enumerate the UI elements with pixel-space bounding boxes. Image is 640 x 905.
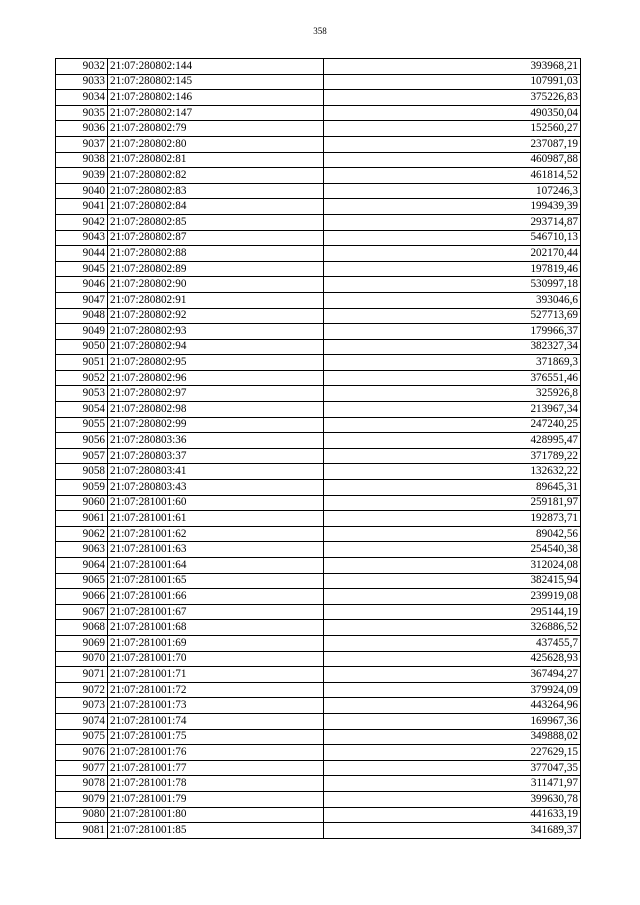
cadastral-number: 21:07:280802:81 xyxy=(108,152,324,168)
cadastral-value: 441633,19 xyxy=(324,807,581,823)
row-number: 9062 xyxy=(56,526,108,542)
table-row xyxy=(56,90,581,106)
table-row xyxy=(56,386,581,402)
table-row xyxy=(56,183,581,199)
cadastral-value: 107246,3 xyxy=(324,183,581,199)
cadastral-value: 341689,37 xyxy=(324,823,581,839)
cadastral-value: 227629,15 xyxy=(324,745,581,761)
row-number: 9039 xyxy=(56,168,108,184)
table-row xyxy=(56,136,581,152)
cadastral-value: 239919,08 xyxy=(324,589,581,605)
cadastral-number: 21:07:281001:85 xyxy=(108,823,324,839)
table-row xyxy=(56,667,581,683)
cadastral-value: 371789,22 xyxy=(324,448,581,464)
cadastral-number: 21:07:281001:60 xyxy=(108,495,324,511)
cadastral-value: 393046,6 xyxy=(324,292,581,308)
row-number: 9058 xyxy=(56,464,108,480)
row-number: 9048 xyxy=(56,308,108,324)
cadastral-number: 21:07:281001:65 xyxy=(108,573,324,589)
cadastral-number: 21:07:281001:66 xyxy=(108,589,324,605)
cadastral-value: 349888,02 xyxy=(324,729,581,745)
table-row xyxy=(56,246,581,262)
cadastral-number: 21:07:280803:43 xyxy=(108,480,324,496)
row-number: 9038 xyxy=(56,152,108,168)
table-row xyxy=(56,573,581,589)
cadastral-value: 152560,27 xyxy=(324,121,581,137)
table-row xyxy=(56,105,581,121)
cadastral-number: 21:07:280803:37 xyxy=(108,448,324,464)
page-number: 358 xyxy=(313,26,327,36)
cadastral-number: 21:07:280802:95 xyxy=(108,355,324,371)
table-row xyxy=(56,277,581,293)
table-row xyxy=(56,542,581,558)
table-row xyxy=(56,433,581,449)
table-row xyxy=(56,152,581,168)
table-row xyxy=(56,589,581,605)
table-row xyxy=(56,745,581,761)
cadastral-value: 367494,27 xyxy=(324,667,581,683)
cadastral-value: 530997,18 xyxy=(324,277,581,293)
table-row xyxy=(56,729,581,745)
cadastral-number: 21:07:280802:92 xyxy=(108,308,324,324)
table-row xyxy=(56,448,581,464)
table-row xyxy=(56,230,581,246)
cadastral-number: 21:07:280802:87 xyxy=(108,230,324,246)
table-row xyxy=(56,214,581,230)
cadastral-number: 21:07:280802:146 xyxy=(108,90,324,106)
cadastral-number: 21:07:280802:80 xyxy=(108,136,324,152)
cadastral-value: 376551,46 xyxy=(324,370,581,386)
row-number: 9066 xyxy=(56,589,108,605)
cadastral-value: 375226,83 xyxy=(324,90,581,106)
table-row xyxy=(56,292,581,308)
cadastral-number: 21:07:280802:93 xyxy=(108,324,324,340)
row-number: 9065 xyxy=(56,573,108,589)
row-number: 9080 xyxy=(56,807,108,823)
table-row xyxy=(56,776,581,792)
cadastral-value: 107991,03 xyxy=(324,74,581,90)
row-number: 9046 xyxy=(56,277,108,293)
row-number: 9056 xyxy=(56,433,108,449)
cadastral-number: 21:07:280802:89 xyxy=(108,261,324,277)
row-number: 9070 xyxy=(56,651,108,667)
cadastral-value: 377047,35 xyxy=(324,760,581,776)
table-row xyxy=(56,713,581,729)
cadastral-number: 21:07:281001:61 xyxy=(108,511,324,527)
row-number: 9053 xyxy=(56,386,108,402)
cadastral-value: 393968,21 xyxy=(324,59,581,75)
row-number: 9067 xyxy=(56,604,108,620)
cadastral-number: 21:07:281001:67 xyxy=(108,604,324,620)
cadastral-value: 132632,22 xyxy=(324,464,581,480)
row-number: 9034 xyxy=(56,90,108,106)
cadastral-number: 21:07:280802:144 xyxy=(108,59,324,75)
table-row xyxy=(56,59,581,75)
cadastral-value: 89645,31 xyxy=(324,480,581,496)
row-number: 9076 xyxy=(56,745,108,761)
cadastral-number: 21:07:280802:79 xyxy=(108,121,324,137)
cadastral-value: 490350,04 xyxy=(324,105,581,121)
row-number: 9068 xyxy=(56,620,108,636)
cadastral-value: 247240,25 xyxy=(324,417,581,433)
cadastral-value: 293714,87 xyxy=(324,214,581,230)
table-row xyxy=(56,199,581,215)
cadastral-number: 21:07:280802:88 xyxy=(108,246,324,262)
cadastral-number: 21:07:280802:99 xyxy=(108,417,324,433)
table-row xyxy=(56,698,581,714)
cadastral-value: 202170,44 xyxy=(324,246,581,262)
table-row xyxy=(56,635,581,651)
table-row xyxy=(56,121,581,137)
cadastral-number: 21:07:280802:96 xyxy=(108,370,324,386)
table-row xyxy=(56,620,581,636)
cadastral-value: 399630,78 xyxy=(324,791,581,807)
cadastral-value: 379924,09 xyxy=(324,682,581,698)
cadastral-number: 21:07:281001:76 xyxy=(108,745,324,761)
cadastral-value: 527713,69 xyxy=(324,308,581,324)
row-number: 9079 xyxy=(56,791,108,807)
row-number: 9036 xyxy=(56,121,108,137)
table-row xyxy=(56,682,581,698)
cadastral-value: 213967,34 xyxy=(324,402,581,418)
cadastral-number: 21:07:281001:77 xyxy=(108,760,324,776)
table-row xyxy=(56,308,581,324)
table-row xyxy=(56,339,581,355)
row-number: 9073 xyxy=(56,698,108,714)
row-number: 9081 xyxy=(56,823,108,839)
table-row xyxy=(56,370,581,386)
cadastral-value: 254540,38 xyxy=(324,542,581,558)
cadastral-value: 295144,19 xyxy=(324,604,581,620)
cadastral-number: 21:07:281001:71 xyxy=(108,667,324,683)
cadastral-number: 21:07:281001:79 xyxy=(108,791,324,807)
cadastral-value: 546710,13 xyxy=(324,230,581,246)
table-row xyxy=(56,74,581,90)
cadastral-number: 21:07:280802:145 xyxy=(108,74,324,90)
table-row xyxy=(56,402,581,418)
cadastral-value: 437455,7 xyxy=(324,635,581,651)
cadastral-number: 21:07:281001:63 xyxy=(108,542,324,558)
row-number: 9044 xyxy=(56,246,108,262)
cadastral-value: 199439,39 xyxy=(324,199,581,215)
row-number: 9035 xyxy=(56,105,108,121)
cadastral-number: 21:07:280803:36 xyxy=(108,433,324,449)
cadastral-number: 21:07:281001:80 xyxy=(108,807,324,823)
row-number: 9078 xyxy=(56,776,108,792)
row-number: 9061 xyxy=(56,511,108,527)
row-number: 9049 xyxy=(56,324,108,340)
cadastral-number: 21:07:281001:74 xyxy=(108,713,324,729)
cadastral-number: 21:07:281001:68 xyxy=(108,620,324,636)
table-row xyxy=(56,526,581,542)
cadastral-number: 21:07:280802:147 xyxy=(108,105,324,121)
cadastral-number: 21:07:281001:75 xyxy=(108,729,324,745)
cadastral-value: 443264,96 xyxy=(324,698,581,714)
row-number: 9041 xyxy=(56,199,108,215)
cadastral-value: 382327,34 xyxy=(324,339,581,355)
cadastral-number: 21:07:281001:72 xyxy=(108,682,324,698)
row-number: 9075 xyxy=(56,729,108,745)
cadastral-value: 461814,52 xyxy=(324,168,581,184)
table-row xyxy=(56,791,581,807)
cadastral-value: 169967,36 xyxy=(324,713,581,729)
table-row xyxy=(56,807,581,823)
cadastral-number: 21:07:280802:83 xyxy=(108,183,324,199)
cadastral-number: 21:07:281001:62 xyxy=(108,526,324,542)
table-row xyxy=(56,495,581,511)
row-number: 9077 xyxy=(56,760,108,776)
cadastral-number: 21:07:280802:98 xyxy=(108,402,324,418)
table-row xyxy=(56,324,581,340)
table-row xyxy=(56,651,581,667)
row-number: 9072 xyxy=(56,682,108,698)
cadastral-number: 21:07:280802:94 xyxy=(108,339,324,355)
table-row xyxy=(56,480,581,496)
row-number: 9043 xyxy=(56,230,108,246)
row-number: 9052 xyxy=(56,370,108,386)
row-number: 9040 xyxy=(56,183,108,199)
cadastral-number: 21:07:280802:97 xyxy=(108,386,324,402)
cadastral-number: 21:07:280802:91 xyxy=(108,292,324,308)
row-number: 9050 xyxy=(56,339,108,355)
cadastral-value: 192873,71 xyxy=(324,511,581,527)
cadastral-value: 425628,93 xyxy=(324,651,581,667)
row-number: 9060 xyxy=(56,495,108,511)
cadastral-value: 382415,94 xyxy=(324,573,581,589)
row-number: 9054 xyxy=(56,402,108,418)
table-row xyxy=(56,355,581,371)
row-number: 9064 xyxy=(56,558,108,574)
row-number: 9042 xyxy=(56,214,108,230)
cadastral-value: 237087,19 xyxy=(324,136,581,152)
row-number: 9071 xyxy=(56,667,108,683)
row-number: 9055 xyxy=(56,417,108,433)
cadastral-value: 259181,97 xyxy=(324,495,581,511)
row-number: 9032 xyxy=(56,59,108,75)
cadastral-number: 21:07:280802:82 xyxy=(108,168,324,184)
row-number: 9059 xyxy=(56,480,108,496)
cadastral-number: 21:07:281001:73 xyxy=(108,698,324,714)
cadastral-number: 21:07:281001:70 xyxy=(108,651,324,667)
cadastral-number: 21:07:280802:84 xyxy=(108,199,324,215)
cadastral-value: 312024,08 xyxy=(324,558,581,574)
table-row xyxy=(56,168,581,184)
row-number: 9045 xyxy=(56,261,108,277)
cadastral-number: 21:07:281001:78 xyxy=(108,776,324,792)
table-row xyxy=(56,604,581,620)
registry-table-body xyxy=(56,59,581,839)
row-number: 9069 xyxy=(56,635,108,651)
table-row xyxy=(56,558,581,574)
cadastral-value: 89042,56 xyxy=(324,526,581,542)
registry-table xyxy=(55,58,581,839)
cadastral-number: 21:07:280802:85 xyxy=(108,214,324,230)
row-number: 9033 xyxy=(56,74,108,90)
row-number: 9047 xyxy=(56,292,108,308)
table-row xyxy=(56,464,581,480)
cadastral-value: 326886,52 xyxy=(324,620,581,636)
table-row xyxy=(56,760,581,776)
table-row xyxy=(56,261,581,277)
cadastral-value: 311471,97 xyxy=(324,776,581,792)
cadastral-value: 197819,46 xyxy=(324,261,581,277)
row-number: 9074 xyxy=(56,713,108,729)
row-number: 9057 xyxy=(56,448,108,464)
cadastral-number: 21:07:281001:69 xyxy=(108,635,324,651)
cadastral-number: 21:07:281001:64 xyxy=(108,558,324,574)
table-row xyxy=(56,417,581,433)
row-number: 9063 xyxy=(56,542,108,558)
row-number: 9037 xyxy=(56,136,108,152)
cadastral-value: 371869,3 xyxy=(324,355,581,371)
cadastral-value: 179966,37 xyxy=(324,324,581,340)
table-row xyxy=(56,511,581,527)
cadastral-value: 460987,88 xyxy=(324,152,581,168)
row-number: 9051 xyxy=(56,355,108,371)
cadastral-number: 21:07:280802:90 xyxy=(108,277,324,293)
cadastral-value: 325926,8 xyxy=(324,386,581,402)
cadastral-number: 21:07:280803:41 xyxy=(108,464,324,480)
table-row xyxy=(56,823,581,839)
cadastral-value: 428995,47 xyxy=(324,433,581,449)
